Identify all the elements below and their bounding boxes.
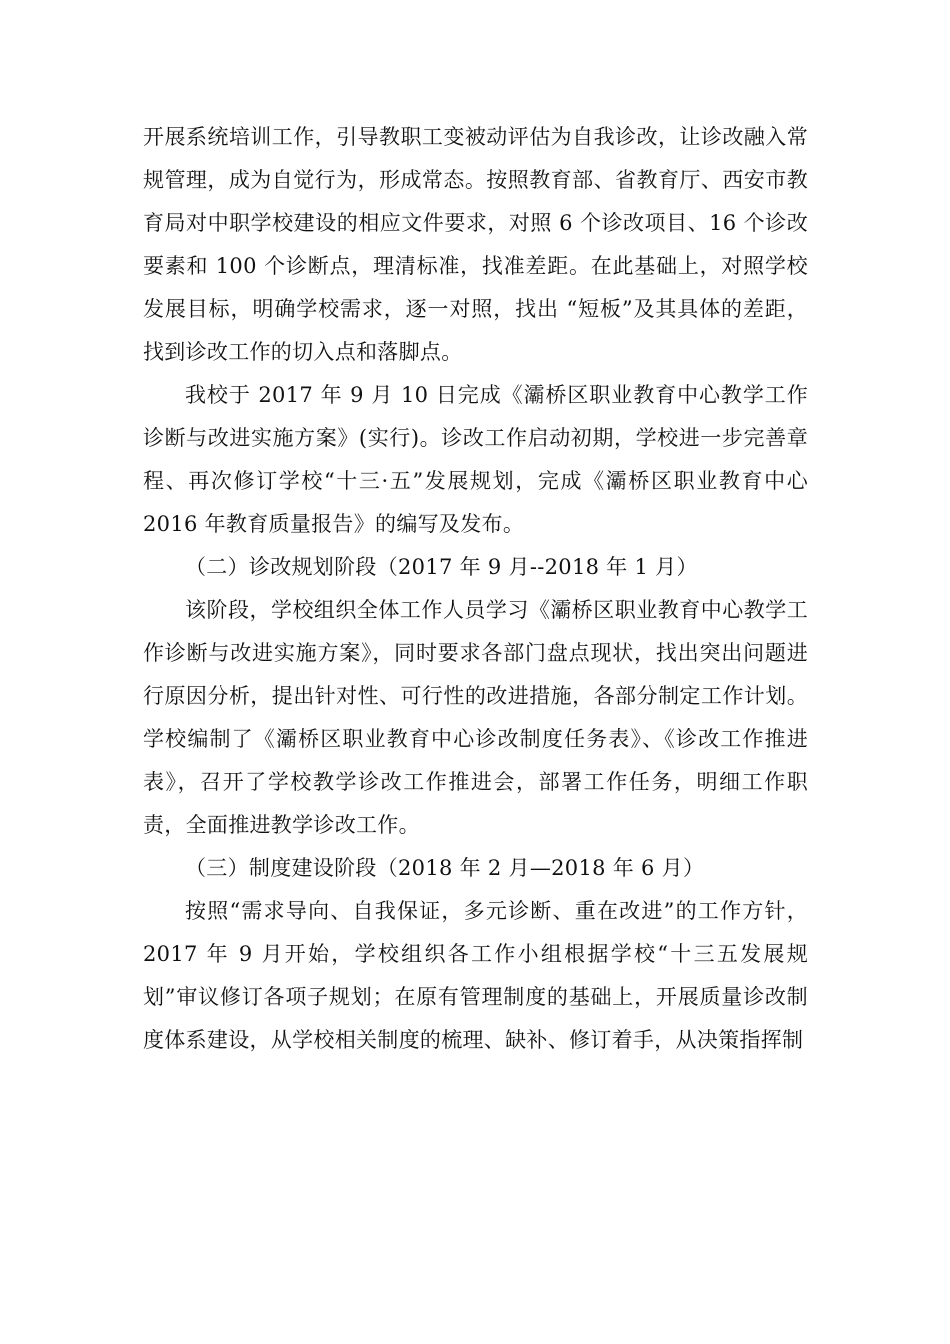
document-body [143,116,808,1062]
section-heading-planning-stage: （二）诊改规划阶段（2017 年 9 月--2018 年 1 月） [185,555,698,579]
section-heading-system-building-stage: （三）制度建设阶段（2018 年 2 月—2018 年 6 月） [185,856,705,880]
paragraph-continuation: 开展系统培训工作，引导教职工变被动评估为自我诊改，让诊改融入常规管理，成为自觉行为，形成常态。按照教育部、省教育厅、西安市教育局对中职学校建设的相应文件要求，对照 6 个诊改项目、16 个诊改要素和 100 个诊断点，理清标准，找准差距。在此基础上，对照学校发展目标，明确学校需求，逐一对照，找出 “短板”及其具体的差距，找到诊改工作的切入点和落脚点。 [143,125,808,364]
paragraph-system-building-stage: 按照“需求导向、自我保证，多元诊断、重在改进”的工作方针，2017 年 9 月开始，学校组织各工作小组根据学校“十三五发展规划”审议修订各项子规划；在原有管理制度的基础上，开展质量诊改制度体系建设，从学校相关制度的梳理、缺补、修订着手，从决策指挥制 [143,899,808,1052]
paragraph-plan-completion: 我校于 2017 年 9 月 10 日完成《灞桥区职业教育中心教学工作诊断与改进实施方案》(实行)。诊改工作启动初期，学校进一步完善章程、再次修订学校“十三·五”发展规划，完成《灞桥区职业教育中心 2016 年教育质量报告》的编写及发布。 [143,383,808,536]
paragraph-planning-stage: 该阶段，学校组织全体工作人员学习《灞桥区职业教育中心教学工作诊断与改进实施方案》，同时要求各部门盘点现状，找出突出问题进行原因分析，提出针对性、可行性的改进措施，各部分制定工作计划。学校编制了《灞桥区职业教育中心诊改制度任务表》、《诊改工作推进表》，召开了学校教学诊改工作推进会，部署工作任务，明细工作职责，全面推进教学诊改工作。 [143,598,808,837]
